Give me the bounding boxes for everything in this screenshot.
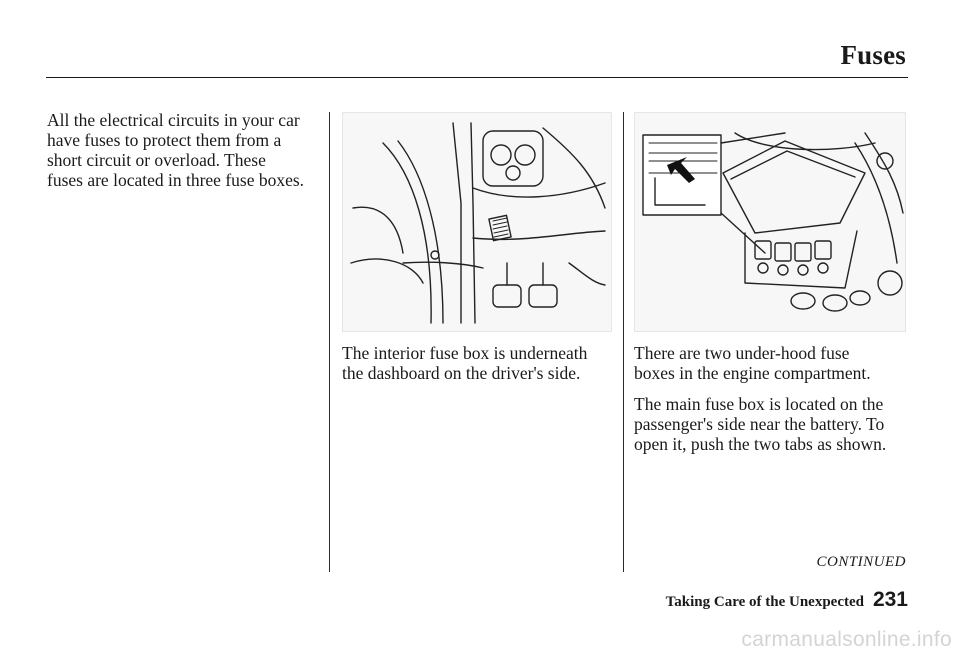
under-hood-paragraph: There are two under-hood fuse boxes in the engine compartment. (634, 343, 871, 383)
engine-bay-illustration (635, 113, 905, 331)
dashboard-illustration (343, 113, 611, 331)
footer-section-title: Taking Care of the Unexpected (665, 594, 864, 610)
header-rule (46, 77, 908, 78)
page-title: Fuses (840, 40, 906, 70)
under-hood-fuse-box-figure (634, 112, 906, 332)
interior-fuse-box-caption: The interior fuse box is underneath the dashboard on the driver's side. (342, 343, 588, 383)
interior-fuse-box-figure (342, 112, 612, 332)
page-number: 231 (872, 588, 908, 611)
continued-label: CONTINUED (816, 554, 906, 570)
watermark: carmanualsonline.info (741, 628, 952, 651)
main-fuse-box-paragraph: The main fuse box is located on the passenger's side near the battery. To open it, push the two tabs as shown. (634, 394, 887, 454)
column-divider-left (329, 112, 330, 572)
intro-paragraph: All the electrical circuits in your car have fuses to protect them from a short circuit or overload. These fuses are located in three fuse boxes. (47, 110, 305, 190)
column-divider-right (623, 112, 624, 572)
